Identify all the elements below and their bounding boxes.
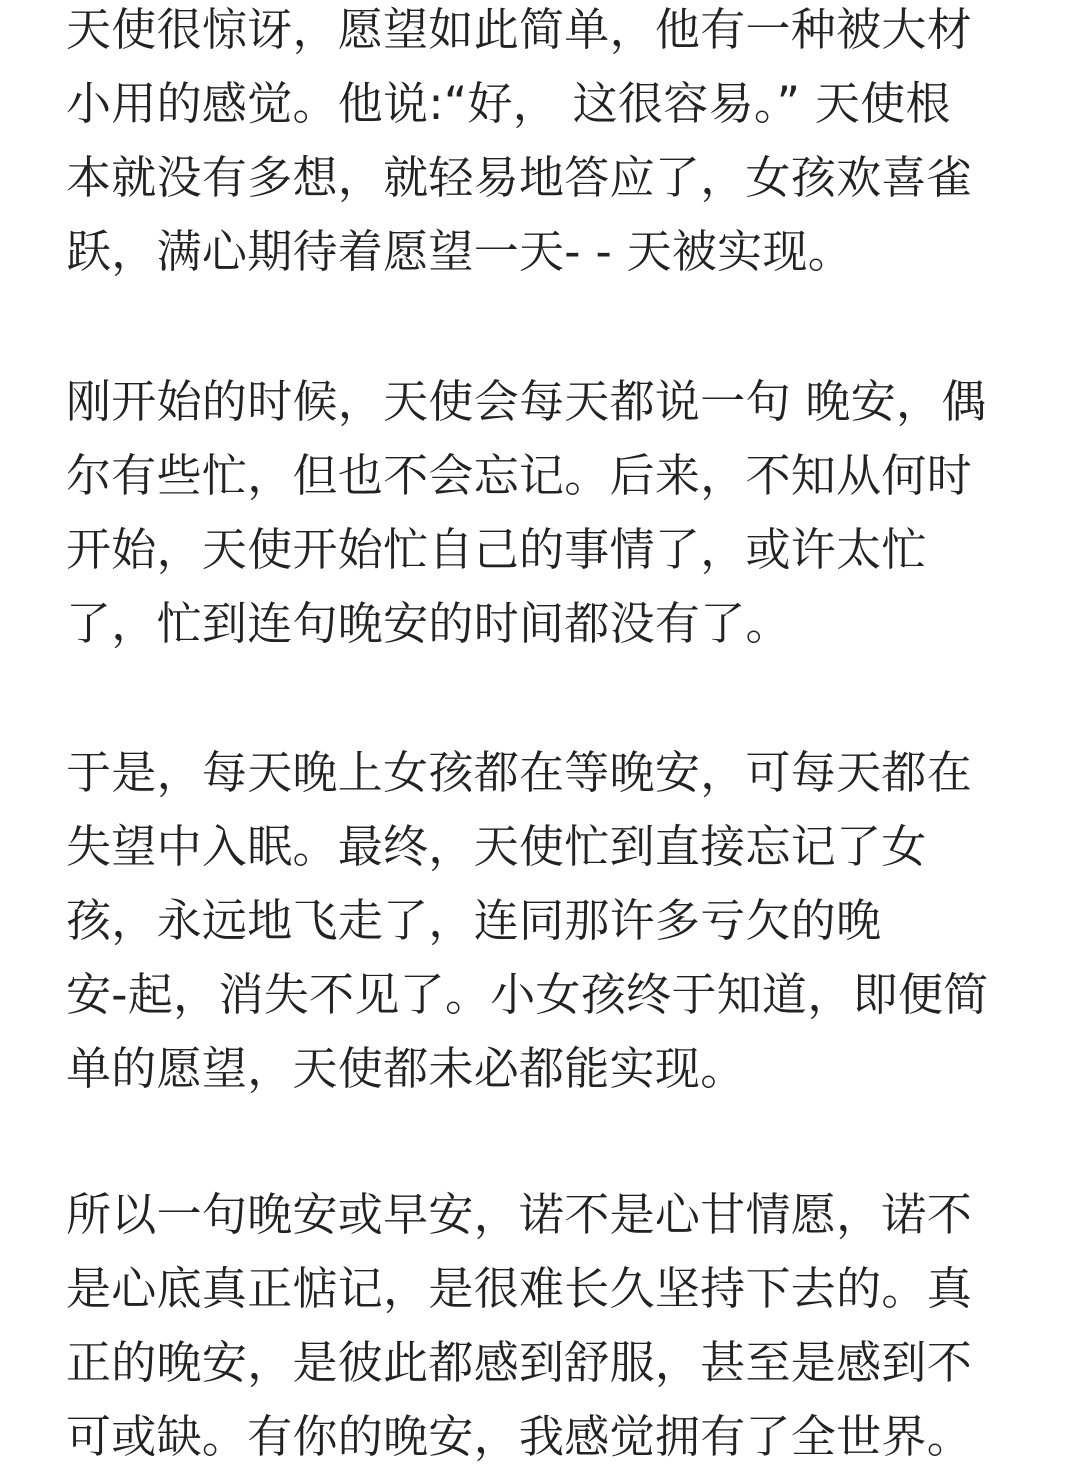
text-line: 尔有些忙，但也不会忘记。后来，不知从何时 [66, 449, 973, 502]
text-line: 正的晚安，是彼此都感到舒服，甚至是感到不 [66, 1336, 973, 1389]
text-line: 失望中入眠。最终，天使忙到直接忘记了女 [66, 820, 927, 873]
text-line: 安-起，消失不见了。小女孩终于知道，即便简 [66, 968, 989, 1021]
text-line: 单的愿望，天使都未必都能实现。 [66, 1042, 746, 1095]
text-line: 跃，满心期待着愿望一天- - 天被实现。 [66, 225, 854, 278]
text-line: 天使很惊讶，愿望如此简单，他有一种被大材 [66, 3, 973, 56]
text-line: 于是，每天晚上女孩都在等晚安，可每天都在 [66, 746, 973, 799]
text-line: 是心底真正惦记，是很难长久坚持下去的。真 [66, 1262, 973, 1315]
text-line: 开始，天使开始忙自己的事情了，或许太忙 [66, 523, 927, 576]
text-line: 小用的感觉。他说:“好， 这很容易。” 天使根 [66, 77, 951, 130]
text-line: 本就没有多想，就轻易地答应了，女孩欢喜雀 [66, 151, 973, 204]
text-line: 孩，永远地飞走了，连同那许多亏欠的晚 [66, 894, 882, 947]
text-line: 所以一句晚安或早安，诺不是心甘情愿，诺不 [66, 1188, 973, 1241]
text-line: 了，忙到连句晚安的时间都没有了。 [66, 597, 791, 650]
text-line: 刚开始的时候，天使会每天都说一句 晚安，偶 [66, 375, 987, 428]
text-line: 可或缺。有你的晚安，我感觉拥有了全世界。 [66, 1410, 973, 1463]
